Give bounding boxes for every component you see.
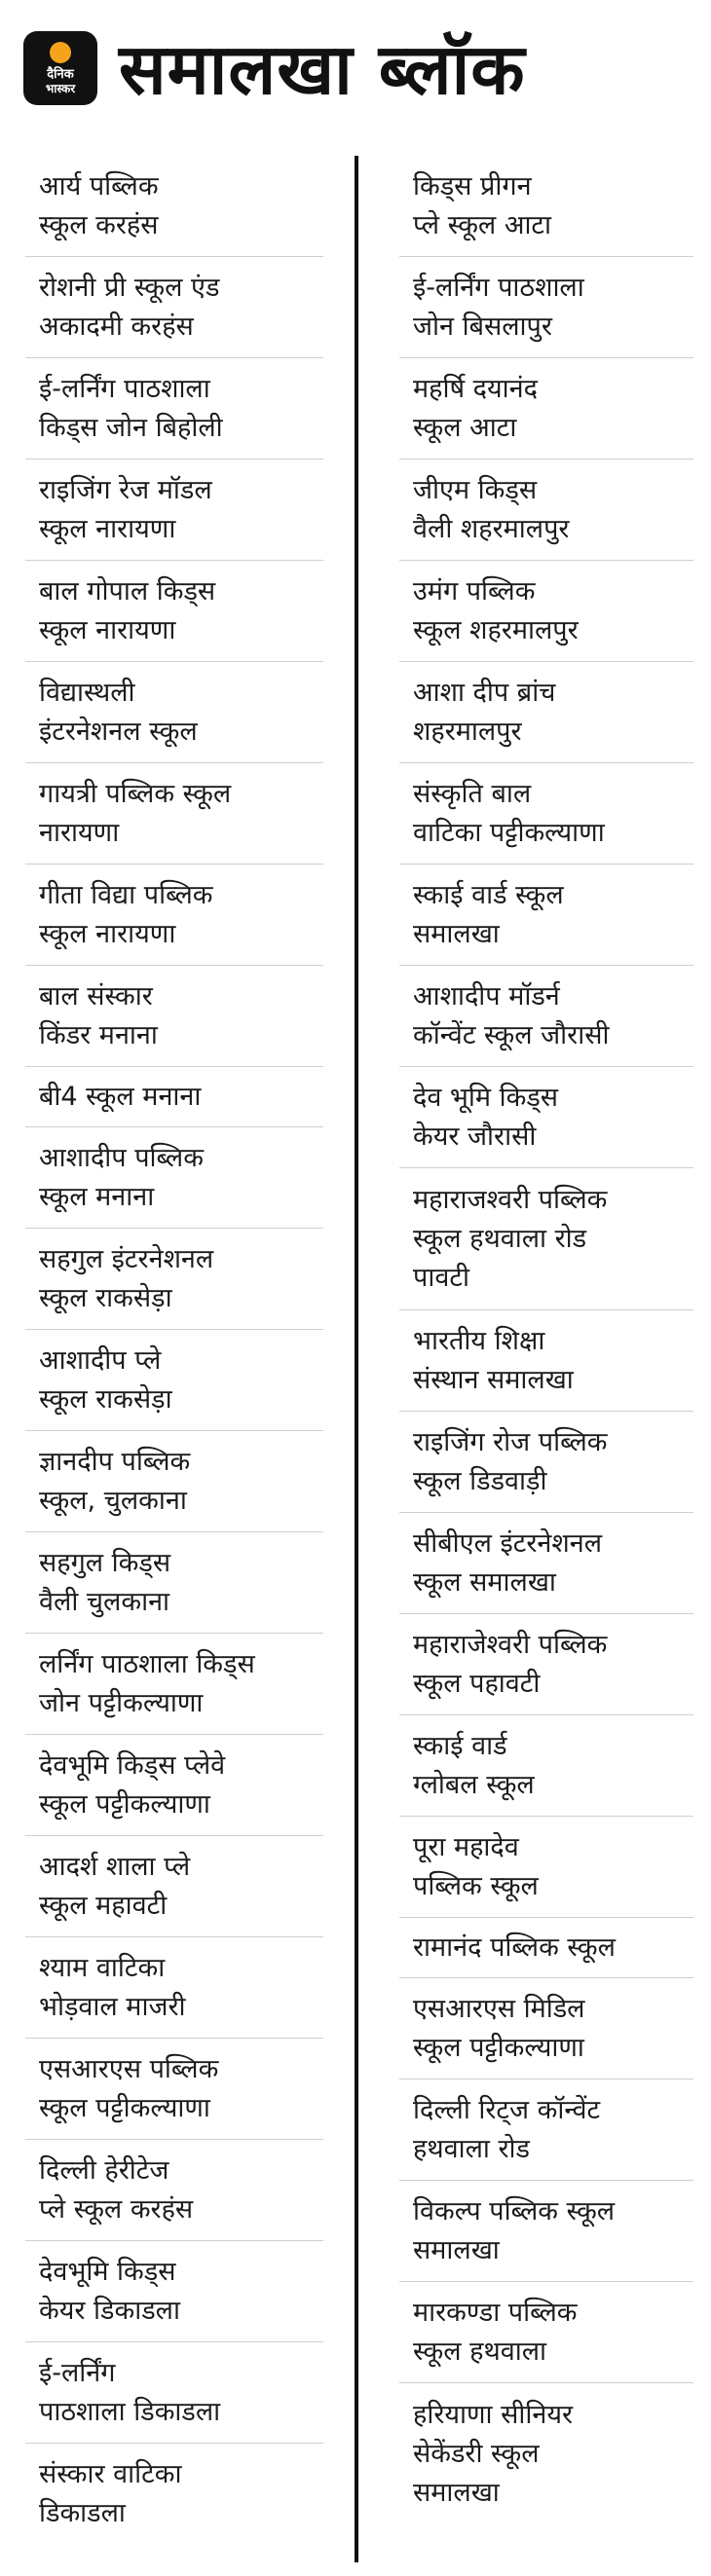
list-item bbox=[25, 2039, 323, 2140]
list-item bbox=[25, 763, 323, 865]
list-item bbox=[25, 460, 323, 561]
list-item bbox=[399, 358, 693, 460]
school-name: संस्कार वाटिका डिकाडला bbox=[39, 2459, 182, 2528]
school-name: ई-लर्निंग पाठशाला डिकाडला bbox=[39, 2357, 221, 2427]
school-list-table bbox=[18, 156, 693, 2562]
school-name: भारतीय शिक्षा संस्थान समालखा bbox=[413, 1325, 574, 1395]
school-name: देव भूमि किड्स केयर जौरासी bbox=[413, 1082, 559, 1152]
list-item bbox=[399, 1817, 693, 1918]
list-item bbox=[399, 1067, 693, 1168]
list-item bbox=[399, 865, 693, 966]
list-item bbox=[399, 1513, 693, 1614]
school-name: विद्यास्थली इंटरनेशनल स्कूल bbox=[39, 677, 198, 747]
school-name: एसआरएस पब्लिक स्कूल पट्टीकल्याणा bbox=[39, 2053, 219, 2123]
school-name: देवभूमि किड्स केयर डिकाडला bbox=[39, 2256, 180, 2326]
school-name: आशा दीप ब्रांच शहरमालपुर bbox=[413, 677, 556, 747]
school-name: बी4 स्कूल मनाना bbox=[39, 1081, 202, 1112]
school-name: महाराजेश्वरी पब्लिक स्कूल पहावटी bbox=[413, 1629, 608, 1699]
school-name: पूरा महादेव पब्लिक स्कूल bbox=[413, 1831, 539, 1901]
list-item bbox=[25, 2342, 323, 2444]
school-name: रोशनी प्री स्कूल एंड अकादमी करहंस bbox=[39, 272, 220, 342]
list-item bbox=[25, 1067, 323, 1127]
school-name: जीएम किड्स वैली शहरमालपुर bbox=[413, 474, 570, 544]
list-item bbox=[25, 358, 323, 460]
list-item bbox=[399, 561, 693, 662]
list-item bbox=[25, 1532, 323, 1634]
list-item bbox=[25, 1431, 323, 1532]
school-name: ज्ञानदीप पब्लिक स्कूल, चुलकाना bbox=[39, 1446, 191, 1516]
school-name: विकल्प पब्लिक स्कूल समालखा bbox=[413, 2195, 616, 2265]
list-item bbox=[25, 662, 323, 763]
list-item bbox=[399, 1412, 693, 1513]
school-name: लर्निंग पाठशाला किड्स जोन पट्टीकल्याणा bbox=[39, 1648, 255, 1718]
school-name: राइजिंग रोज पब्लिक स्कूल डिडवाड़ी bbox=[413, 1426, 608, 1496]
list-item bbox=[25, 966, 323, 1067]
list-item bbox=[25, 1836, 323, 1937]
list-item bbox=[25, 1735, 323, 1836]
list-item bbox=[399, 2181, 693, 2282]
logo-text-line2: भास्कर bbox=[45, 81, 76, 95]
school-name: श्याम वाटिका भोड़वाल माजरी bbox=[39, 1952, 186, 2022]
school-name: आशादीप पब्लिक स्कूल मनाना bbox=[39, 1142, 204, 1212]
list-item bbox=[399, 460, 693, 561]
list-item bbox=[25, 2444, 323, 2545]
list-item bbox=[399, 2282, 693, 2383]
school-name: सहगुल इंटरनेशनल स्कूल राकसेड़ा bbox=[39, 1243, 214, 1313]
list-item bbox=[399, 1978, 693, 2079]
school-name: स्काई वार्ड स्कूल समालखा bbox=[413, 879, 564, 949]
school-name: महर्षि दयानंद स्कूल आटा bbox=[413, 373, 538, 443]
page-title: समालखा ब्लॉक bbox=[119, 28, 526, 110]
school-name: बाल गोपाल किड्स स्कूल नारायणा bbox=[39, 575, 216, 645]
left-column bbox=[25, 156, 323, 2545]
sun-icon bbox=[50, 42, 71, 63]
list-item bbox=[25, 1330, 323, 1431]
school-name: आशादीप मॉडर्न कॉन्वेंट स्कूल जौरासी bbox=[413, 980, 610, 1050]
school-name: एसआरएस मिडिल स्कूल पट्टीकल्याणा bbox=[413, 1993, 585, 2063]
header bbox=[0, 0, 711, 144]
list-item bbox=[399, 1310, 693, 1412]
school-name: गायत्री पब्लिक स्कूल नारायणा bbox=[39, 778, 232, 848]
list-item bbox=[399, 966, 693, 1067]
school-name: आर्य पब्लिक स्कूल करहंस bbox=[39, 170, 159, 240]
school-name: सहगुल किड्स वैली चुलकाना bbox=[39, 1547, 171, 1617]
logo-text-line1: दैनिक bbox=[47, 66, 74, 82]
school-name: मारकण्डा पब्लिक स्कूल हथवाला bbox=[413, 2297, 578, 2367]
school-name: ई-लर्निंग पाठशाला किड्स जोन बिहोली bbox=[39, 373, 223, 443]
list-item bbox=[399, 1918, 693, 1978]
list-item bbox=[25, 156, 323, 257]
school-name: दिल्ली रिट्ज कॉन्वेंट हथवाला रोड bbox=[413, 2094, 601, 2164]
list-item bbox=[25, 1937, 323, 2039]
school-name: बाल संस्कार किंडर मनाना bbox=[39, 980, 158, 1050]
school-name: राइजिंग रेज मॉडल स्कूल नारायणा bbox=[39, 474, 212, 544]
school-name: संस्कृति बाल वाटिका पट्टीकल्याणा bbox=[413, 778, 605, 848]
list-item bbox=[25, 1634, 323, 1735]
list-item bbox=[399, 156, 693, 257]
list-item bbox=[25, 2140, 323, 2241]
list-item bbox=[25, 2241, 323, 2342]
list-item bbox=[399, 2383, 693, 2525]
list-item bbox=[25, 1127, 323, 1229]
list-item bbox=[399, 1168, 693, 1310]
list-item bbox=[25, 865, 323, 966]
school-name: हरियाणा सीनियर सेकेंडरी स्कूल समालखा bbox=[413, 2400, 574, 2508]
school-name: ई-लर्निंग पाठशाला जोन बिसलापुर bbox=[413, 272, 584, 342]
dainik-bhaskar-logo bbox=[23, 31, 97, 105]
school-name: आशादीप प्ले स्कूल राकसेड़ा bbox=[39, 1344, 172, 1415]
school-name: उमंग पब्लिक स्कूल शहरमालपुर bbox=[413, 575, 579, 645]
list-item bbox=[25, 561, 323, 662]
school-name: आदर्श शाला प्ले स्कूल महावटी bbox=[39, 1851, 191, 1921]
list-item bbox=[399, 2079, 693, 2181]
school-name: गीता विद्या पब्लिक स्कूल नारायणा bbox=[39, 879, 213, 949]
school-name: रामानंद पब्लिक स्कूल bbox=[413, 1932, 616, 1963]
list-item bbox=[25, 257, 323, 358]
school-name: किड्स प्रीगन प्ले स्कूल आटा bbox=[413, 170, 552, 240]
column-divider bbox=[355, 156, 358, 2562]
school-name: देवभूमि किड्स प्लेवे स्कूल पट्टीकल्याणा bbox=[39, 1749, 226, 1820]
right-column bbox=[399, 156, 693, 2525]
list-item bbox=[399, 1614, 693, 1715]
school-name: महाराजश्वरी पब्लिक स्कूल हथवाला रोड पावटी bbox=[413, 1184, 608, 1293]
school-name: दिल्ली हेरीटेज प्ले स्कूल करहंस bbox=[39, 2154, 194, 2225]
school-name: सीबीएल इंटरनेशनल स्कूल समालखा bbox=[413, 1527, 603, 1598]
list-item bbox=[399, 257, 693, 358]
list-item bbox=[25, 1229, 323, 1330]
school-name: स्काई वार्ड ग्लोबल स्कूल bbox=[413, 1730, 535, 1800]
list-item bbox=[399, 662, 693, 763]
list-item bbox=[399, 763, 693, 865]
list-item bbox=[399, 1715, 693, 1817]
